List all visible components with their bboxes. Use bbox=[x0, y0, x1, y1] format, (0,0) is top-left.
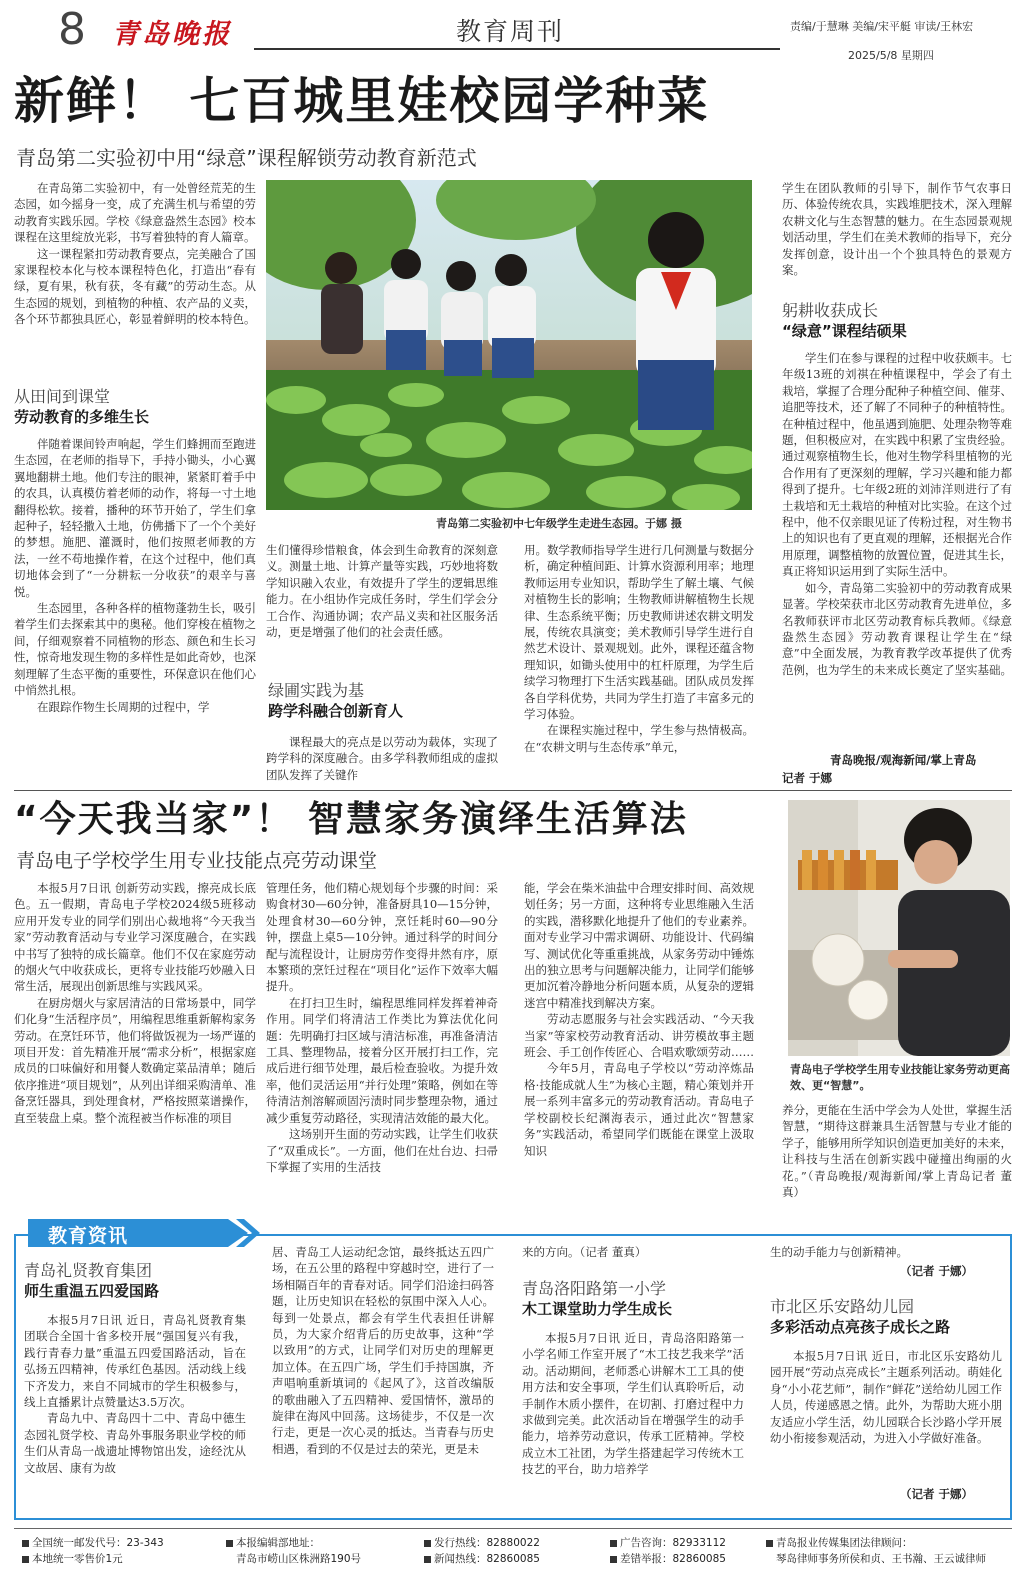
footer-news-hotline: 新闻热线：82860085 bbox=[434, 1553, 540, 1565]
paragraph: 本报5月7日讯 近日，青岛洛阳路第一小学名师工作室开展了“木工技艺我来学”活动。活动期间，老师悉心讲解木工工具的使用方法和安全事项，学生们认真聆听后，动手制作木质小摆件，在切割、打磨过程中力求做到完美。此次活动旨在增强学生的动手能力，培养劳动意识，传承工匠精神。学校成立木工社团，为学生搭建起学习传统木工技艺的平台，助力培养学 bbox=[522, 1331, 744, 1477]
bullet-icon bbox=[424, 1540, 431, 1547]
paragraph: 如今，青岛第二实验初中的劳动教育成果显著。学校荣获市北区劳动教育先进单位，多名教师获评市北区劳动教育标兵教师。《绿意盎然生态园》劳动教育课程让学生在“绿意”中全面发展，为教育教学改革提供了优秀范例，也为学生的未来成长奠定了坚实基础。 bbox=[782, 580, 1012, 677]
footer-price: 本地统一零售价1元 bbox=[32, 1553, 123, 1565]
news1-heading: 师生重温五四爱国路 bbox=[24, 1282, 160, 1300]
footer-address: 青岛市崂山区株洲路190号 bbox=[236, 1553, 362, 1565]
news1-continued bbox=[272, 1244, 494, 1457]
paragraph: 用。数学教师指导学生进行几何测量与数据分析，确定种植间距、计算水资源利用率；地理教师运用专业知识，帮助学生了解土壤、气候对植物生长的影响；生物教师讲解植物生长规律、生态系统平衡；历史教师讲述农耕文明发展，传统农具演变；美术教师引导学生进行自然艺术设计、景观规划。此外，课程还蕴含物理知识，如锄头使用中的杠杆原理，为学生后续学习物理打下生活实践基础。团队成员发挥各自学科优势，共同为学生打造了丰富多元的学习体验。 bbox=[524, 543, 754, 722]
article1-col4-body bbox=[782, 180, 1012, 278]
news2-end bbox=[770, 1244, 1002, 1260]
footer-legal-label: 青岛报业传媒集团法律顾问： bbox=[776, 1537, 913, 1549]
article-divider bbox=[14, 790, 1012, 791]
news2-kicker: 青岛洛阳路第一小学 bbox=[522, 1279, 667, 1298]
section-title: 教育周刊 bbox=[456, 17, 565, 46]
section-kicker: 绿圃实践为基 bbox=[268, 681, 365, 700]
article2-col3 bbox=[524, 880, 754, 1159]
paragraph: 管理任务，他们精心规划每个步骤的时间：采购食材30—60分钟，准备厨具10—15分钟，处理食材30—60分钟，烹饪耗时60—90分钟，摆盘上桌5—10分钟。通过科学的时间分配与流程设计，让厨房劳作变得井然有序，原本繁琐的烹饪过程在“项目化”运作下效率大幅提升。 bbox=[266, 881, 498, 994]
bullet-icon bbox=[424, 1556, 431, 1563]
paragraph: 居、青岛工人运动纪念馆，最终抵达五四广场，在五公里的路程中穿越时空，进行了一场相隔百年的青春对话。同学们沿途扫码答题，让历史知识在轻松的氛围中深入人心。每到一处景点，都会有学生代表担任讲解员，为大家介绍背后的历史故事，这种“学以致用”的方式，让同学们对历史的理解更加立体。在五四广场，学生们手持国旗，齐声唱响重新填词的《起风了》，这首改编版的歌曲融入了五四精神、爱国情怀，激昂的旋律在海风中回荡。这场徒步，不仅是一次行走，更是一次心灵的抵达。当青春与历史相遇，看到的不仅是过去的荣光，更是未 bbox=[272, 1245, 494, 1456]
footer-address-label: 本报编辑部地址： bbox=[236, 1537, 320, 1549]
article1-photo bbox=[266, 180, 752, 510]
section-kicker: 从田间到课堂 bbox=[14, 387, 111, 406]
news2-heading: 木工课堂助力学生成长 bbox=[522, 1300, 673, 1318]
student-cooking-photo bbox=[788, 800, 1010, 1056]
article1-lead bbox=[14, 180, 256, 328]
footer-ad-contact: 广告咨询：82933112 bbox=[620, 1537, 726, 1549]
footer-legal-counsel: 琴岛律师事务所侯和贞、王书瀚、王云诚律师 bbox=[776, 1553, 986, 1565]
news2-body bbox=[522, 1330, 744, 1478]
footer-postal-code: 全国统一邮发代号：23-343 bbox=[32, 1537, 164, 1549]
section-kicker: 躬耕收获成长 bbox=[782, 301, 879, 320]
news3-heading: 多彩活动点亮孩子成长之路 bbox=[770, 1318, 951, 1336]
article2-subtitle: 青岛电子学校学生用专业技能点亮劳动课堂 bbox=[16, 850, 378, 872]
paragraph: 学生们在参与课程的过程中收获颇丰。七年级13班的刘祺在种植课程中，学会了有土栽培，掌握了合理分配种子种植空间、催芽、追肥等技术，还了解了不同种子的种植特性。在种植过程中，他虽遇到施肥、处理杂物等难题，但积极应对，在实践中积累了宝贵经验。通过观察植物生长，他对生物学科里植物的光合作用有了更深刻的理解，学习兴趣和能力都得到了提升。七年级2班的刘沛洋则进行了有土栽培和无土栽培的种植对比实验。在这个过程中，他不仅亲眼见证了传粉过程，对生物书上的知识也有了更直观的理解，还根据光合作用原理，调整植物的放置位置，促进其生长，真正将知识运用到了实际生活中。 bbox=[782, 351, 1012, 579]
article1-subtitle: 青岛第二实验初中用“绿意”课程解锁劳动教育新范式 bbox=[16, 146, 477, 170]
news3-body bbox=[770, 1348, 1002, 1446]
editor-credits: 责编/于慧琳 美编/宋平艇 审读/王林宏 bbox=[790, 20, 974, 33]
paragraph: 来的方向。（记者 董真） bbox=[522, 1245, 647, 1259]
footer bbox=[0, 1532, 1024, 1572]
page-number: 8 bbox=[58, 4, 86, 55]
paragraph: 在打扫卫生时，编程思维同样发挥着神奇作用。同学们将清洁工作类比为算法优化问题：先明确打扫区域与清洁标准，再准备清洁工具、整理物品，接着分区开展打扫工作，完成后进行细节处理，最后检查验收。为提升效率，他们灵活运用“并行处理”策略，例如在等待清洁剂溶解顽固污渍时同步整理杂物，通过减少重复劳动路径，实现清洁效能的最大化。 bbox=[266, 995, 498, 1125]
news1-body bbox=[24, 1312, 246, 1476]
footer-rule bbox=[14, 1528, 1012, 1529]
news3-byline: （记者 于娜） bbox=[900, 1487, 974, 1501]
article1-reporter: 记者 于娜 bbox=[782, 771, 833, 785]
section-heading: 跨学科融合创新育人 bbox=[268, 702, 404, 720]
bullet-icon bbox=[610, 1556, 617, 1563]
bullet-icon bbox=[610, 1540, 617, 1547]
news1-kicker: 青岛礼贤教育集团 bbox=[24, 1261, 153, 1280]
paragraph: 养分，更能在生活中学会为人处世，掌握生活智慧，“期待这群兼具生活智慧与专业才能的学子，能够用所学知识创造更加美好的未来，让科技与生活在创新实践中碰撞出绚丽的火花。”（青岛晚报/观海新闻/掌上青岛记者 董真） bbox=[782, 1103, 1012, 1200]
article1-title: 新鲜！ 七百城里娃校园学种菜 bbox=[14, 72, 710, 130]
news2-byline: （记者 于娜） bbox=[900, 1264, 974, 1278]
paragraph: 生们懂得珍惜粮食，体会到生命教育的深刻意义。测量土地、计算产量等实践，巧妙地将数学知识融入农业，有效提升了学生的逻辑思维能力。在小组协作完成任务时，学生们学会分工合作、沟通协调；农产品义卖和社区服务活动，更是增强了他们的社会责任感。 bbox=[266, 543, 498, 640]
article1-col4-body2 bbox=[782, 350, 1012, 678]
news1-end bbox=[522, 1244, 744, 1260]
article2-title: “今天我当家”！ 智慧家务演绎生活算法 bbox=[14, 799, 688, 840]
paragraph: 在厨房烟火与家居清洁的日常场景中，同学们化身“生活程序员”，用编程思维重新解构家务劳动。在烹饪环节，他们将做饭视为一场严谨的项目开发：首先精准开展“需求分析”，根据家庭成员的口味偏好和用餐人数确定菜品清单；随后依序推进“项目规划”，从列出详细采购清单、准备烹饪器具，到处理食材，严格按照菜谱操作，直至装盘上桌。整个流程被当作标准的项目 bbox=[14, 995, 256, 1125]
paragraph: 生的动手能力与创新精神。 bbox=[770, 1245, 908, 1259]
newspaper-logo: 青岛晚报 bbox=[112, 19, 232, 50]
lead-paragraph: 在青岛第二实验初中，有一处曾经荒芜的生态园，如今摇身一变，成了充满生机与希望的劳动教育实践乐园。学校《绿意盎然生态园》校本课程在这里绽放光彩，书写着独特的育人篇章。 bbox=[14, 181, 256, 245]
article1-col1-body bbox=[14, 436, 256, 715]
paragraph: 学生在团队教师的引导下，制作节气农事日历、体验传统农具，实践堆肥技术，深入理解农耕文化与生态智慧的魅力。在生态园景观规划活动里，学生们在美术教师的指导下，充分发挥创意，设计出一个个独具特色的景观方案。 bbox=[782, 181, 1012, 278]
section-heading: “绿意”课程结硕果 bbox=[782, 322, 907, 340]
paragraph: 本报5月7日讯 创新劳动实践，擦亮成长底色。五一假期，青岛电子学校2024级5班移动应用开发专业的同学们别出心裁地将“今天我当家”劳动教育活动与专业学习深度融合，在实践中书写了独特的成长篇章。他们不仅在家庭劳动的烟火气中收获成长，更将专业技能巧妙融入日常生活，展现出创新思维与实践风采。 bbox=[14, 881, 256, 994]
bullet-icon bbox=[22, 1556, 29, 1563]
article2-col2 bbox=[266, 880, 498, 1175]
article2-col4 bbox=[782, 1102, 1012, 1200]
paragraph: 在跟踪作物生长周期的过程中，学 bbox=[37, 699, 210, 714]
paragraph: 这场别开生面的劳动实践，让学生们收获了“双重成长”。一方面，他们在灶台边、扫帚下掌握了实用的生活技 bbox=[266, 1127, 498, 1174]
paragraph: 劳动志愿服务与社会实践活动、“今天我当家”等家校劳动教育活动、讲劳模故事主题班会、手工创作传匠心、合唱欢歌颂劳动…… bbox=[524, 1012, 754, 1060]
paragraph: 本报5月7日讯 近日，市北区乐安路幼儿园开展“劳动点亮成长”主题系列活动。萌娃化身“小小花艺师”，制作“鲜花”送给幼儿园工作人员，传递感恩之情。此外，为帮助大班小朋友适应小学生活，幼儿园联合长沙路小学开展幼小衔接参观活动，为进入小学做好准备。 bbox=[770, 1349, 1002, 1446]
education-news-label: 教育资讯 bbox=[48, 1225, 129, 1247]
paragraph: 生态园里，各种各样的植物蓬勃生长，吸引着学生们去探索其中的奥秘。他们穿梭在植物之间，仔细观察着不同植物的形态、颜色和生长习性，惊奇地发现生物的多样性是如此奇妙，也深刻理解了生态平衡的重要性，环保意识在他们心中悄然扎根。 bbox=[14, 601, 256, 698]
lead-paragraph: 这一课程紧扣劳动教育要点，完美融合了国家课程校本化与校本课程特色化，打造出“春有绿，夏有果，秋有获，冬有藏”的劳动生态。从生态园的规划，到植物的种植、农产品的义卖，各个环节都独具匠心，彰显着鲜明的校本特色。 bbox=[14, 246, 256, 327]
section-heading: 劳动教育的多维生长 bbox=[14, 408, 150, 426]
article1-col2-body2 bbox=[266, 734, 498, 783]
article2-col1 bbox=[14, 880, 256, 1126]
bullet-icon bbox=[226, 1540, 233, 1547]
issue-date: 2025/5/8 星期四 bbox=[848, 49, 934, 62]
article1-byline: 青岛晚报/观海新闻/掌上青岛 bbox=[830, 753, 977, 767]
paragraph: 能，学会在柴米油盐中合理安排时间、高效规划任务；另一方面，这种将专业思维融入生活的实践，潜移默化地提升了他们的专业素养。面对专业学习中需求调研、功能设计、代码编写、测试优化等重重挑战，从家务劳动中锤炼出的独立思考与问题解决能力，让同学们能够更加沉着冷静地分析问题本质，从复杂的逻辑迷宫中精准找到解决方案。 bbox=[524, 881, 754, 1010]
paragraph: 课程最大的亮点是以劳动为载体，实现了跨学科的深度融合。由多学科教师组成的虚拟团队发挥了关键作 bbox=[266, 735, 498, 782]
article1-col3-body bbox=[524, 542, 754, 755]
paragraph: 本报5月7日讯 近日，青岛礼贤教育集团联合全国十省多校开展“强国复兴有我，践行青春力量”重温五四爱国路活动，旨在弘扬五四精神，传承红色基因。活动线上线下齐发力，来自不同城市的学生积极参与，线上直播累计点赞量达3.5万次。 bbox=[24, 1313, 246, 1410]
footer-distribution-hotline: 发行热线：82880022 bbox=[434, 1537, 540, 1549]
photo-caption: 青岛电子学校学生用专业技能让家务劳动更高效、更“智慧”。 bbox=[790, 1063, 1010, 1092]
paragraph: 在课程实施过程中，学生参与热情极高。在“农耕文明与生态传承”单元， bbox=[524, 723, 754, 754]
masthead-rule bbox=[254, 48, 780, 50]
bullet-icon bbox=[22, 1540, 29, 1547]
education-news-tag bbox=[28, 1219, 260, 1247]
paragraph: 青岛九中、青岛四十二中、青岛中德生态园礼贤学校、青岛外事服务职业学校的师生们从青岛一战遗址博物馆出发，途经沈从文故居、康有为故 bbox=[24, 1411, 246, 1475]
article2-photo bbox=[788, 800, 1010, 1056]
photo-caption: 青岛第二实验初中七年级学生走进生态园。于娜 摄 bbox=[436, 517, 682, 530]
article1-col2-body bbox=[266, 542, 498, 640]
footer-error-report: 差错举报：82860085 bbox=[620, 1553, 726, 1565]
paragraph: 今年5月，青岛电子学校以“劳动淬炼品格·技能成就人生”为核心主题，精心策划并开展一系列丰富多元的劳动教育活动。青岛电子学校副校长纪渊海表示，通过此次“智慧家务”实践活动，希望同学们既能在课堂上汲取知识 bbox=[524, 1061, 754, 1158]
students-garden-photo bbox=[266, 180, 752, 510]
paragraph: 伴随着课间铃声响起，学生们蜂拥而至跑进生态园，在老师的指导下，手持小锄头，小心翼翼地翻耕土地。他们专注的眼神，紧紧盯着手中的农具，认真模仿着老师的动作，将每一寸土地翻得松软。接着，播种的环节开始了，学生们拿起种子，轻轻撒入土地，仿佛播下了一个个美好的梦想。施肥、灌溉时，他们按照老师教的方法，一丝不苟地操作着，在这个过程中，他们真切地体会到了“一分耕耘一分收获”的艰辛与喜悦。 bbox=[14, 437, 256, 599]
news3-kicker: 市北区乐安路幼儿园 bbox=[770, 1297, 915, 1316]
bullet-icon bbox=[766, 1540, 773, 1547]
